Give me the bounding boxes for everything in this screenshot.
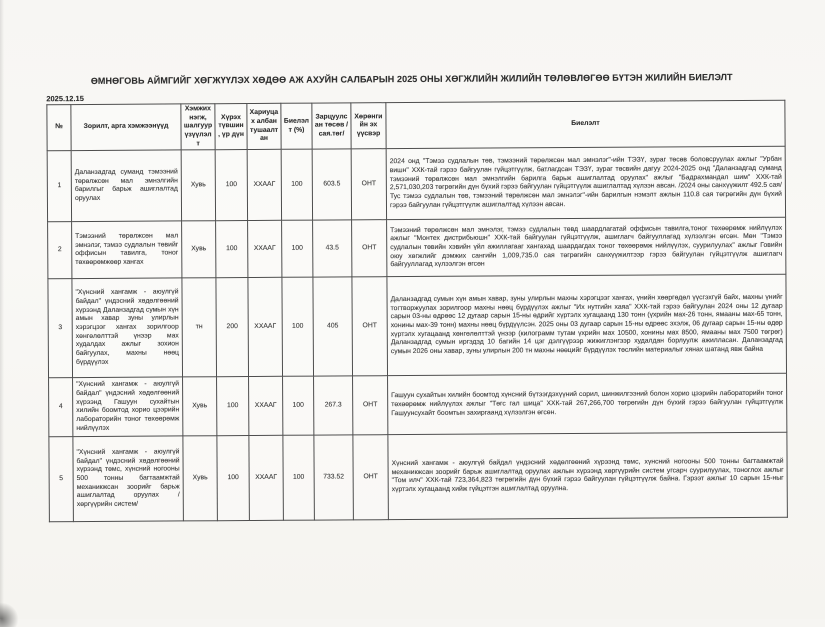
cell-objective: Даланзадгад суманд тэмээний төрөлжсөн мал эмнэлгийн барилгыг барьж ашиглалтад оруулах: [71, 150, 181, 222]
cell-funding: ОНТ: [353, 435, 389, 520]
document-title: ӨМНӨГОВЬ АЙМГИЙГ ХӨГЖҮҮЛЭХ ХӨДӨӨ АЖ АХУЙН САЛБАРЫН 2025 ОНЫ ХӨГЖЛИЙН ЖИЛИЙН ТӨЛӨВЛӨГӨӨ БҮТЭН ЖИЛИЙН БИЕЛЭЛТ: [90, 72, 733, 86]
cell-unit: Хувь: [183, 377, 217, 436]
cell-objective: "Хүнсний хангамж - аюулгүй байдал" үндэсний хөдөлгөөний хүрээнд төмс, хүнсний ногооны 500 тонны багтаамжтай механикжсан зоорийг барьж ашиглалтад оруулах /хөргүүрийн систем/: [73, 436, 184, 522]
col-header-no: №: [47, 105, 71, 152]
cell-no: 5: [49, 437, 74, 522]
cell-no: 2: [48, 222, 72, 279]
cell-target: 100: [215, 150, 247, 221]
col-header-target: Хүрэх түвшин, үр дүн: [215, 104, 247, 151]
table-row: [47, 147, 785, 223]
cell-performance-pct: 100: [281, 150, 312, 221]
cell-budget: 603.5: [312, 149, 351, 220]
cell-target: 100: [216, 221, 248, 278]
cell-objective: "Хүнсний хангамж - аюулгүй байдал" үндэсний хөдөлгөөний хүрээнд Гашуун сухайтын хилийн боомтод хорио цээрийн лабораторийн тоног төхөөрөмж нийлүүлэх: [73, 377, 183, 437]
cell-target: 100: [217, 377, 249, 436]
cell-responsible: ХХААГ: [247, 150, 281, 221]
scan-smudge-artifact: [0, 601, 20, 627]
cell-responsible: ХХААГ: [249, 377, 283, 436]
table-header-row: [47, 100, 785, 151]
table-row: [48, 275, 787, 379]
cell-target: 100: [217, 436, 250, 521]
cell-budget: 405: [313, 277, 353, 376]
cell-responsible: ХХААГ: [249, 436, 284, 521]
col-header-budget: Зарцуулсан төсөв /сая.төг/: [312, 103, 351, 150]
cell-unit: Хувь: [183, 436, 218, 521]
cell-objective: "Хүнсний хангамж - аюулгүй байдал" үндэсний хөдөлгөөний хүрээнд Даланзадгад сумын хүн амын хавар зуны улирлын хэрэгцээг хангах зорилгоор хөнгөлөлттэй үнээр мах худалдах ажлыг зохион байгуулах, махны нөөц бүрдүүлэх: [72, 278, 183, 378]
col-header-performance: Биелэлт (%): [281, 103, 312, 150]
cell-performance-pct: 100: [282, 278, 314, 377]
cell-result: Тэмээний төрөлжсөн мал эмнэлэг, тэмээ судлалын төвд шаардлагатай оффисын тавилга,тоног төхөөрөмж нийлүүлэх ажлыг "Монтех дистрибьюшн" ХХК-тай байгуулан гүйцэтгүүлж, ашиглагч байгууллагад хүлээлгэн өгсөн. Мөн "Тэмээ судлалын төвийн хэвийн үйл ажиллагааг хангахад шаардагдах тоног төхөөрөмж нийлүүлэх, суурилуулах" ажлыг Говийн оюу хөгжлийг дэмжих сангийн 1,009,735.0 сая төгрөгийн санхүүжилтээр гэрээ байгуулан гүйцэтгүүлж ашиглагч байгууллагад хүлээлгэн өгсөн: [387, 218, 786, 277]
col-header-objective: Зорилт, арга хэмжээнүүд: [71, 104, 181, 151]
performance-table: [46, 100, 788, 523]
cell-result: 2024 онд "Тэмээ судлалын төв, тэмээний төрөлжсөн мал эмнэлэг"-ийн ТЭЗҮ, зураг төсөв боловсруулах ажлыг "Урбан вишн" ХХК-тай гэрээ байгуулан гүйцэтгүүлж, батлагдсан ТЭЗҮ, зураг төсвийн дагуу 2024-2025 онд "Даланзадгад суманд тэмээний төрөлжсөн мал эмнэлгийн барилга барьж ашиглалтад оруулах" ажлыг "Бадрахмандал шим" ХХК-тай 2,571,030,203 төгрөгийн дүн бүхий гэрээ байгуулан гүйцэтгүүлж ашиглалтад хүлээн авсан. /2024 оны санхүүжилт 492.5 сая/ Тус тэмээ судлалын төв, тэмээний төрөлжсөн мал эмнэлэг"-ийн барилгын нэмэлт ажлын 110.8 сая төгрөгийн дүн бүхий гэрээ байгуулан гүйцэтгүүлж ашиглалтад хүлээн авсан.: [386, 147, 785, 220]
cell-no: 4: [49, 378, 73, 437]
cell-funding: ОНТ: [352, 277, 388, 376]
table-row: [48, 218, 786, 280]
cell-budget: 43.5: [313, 220, 352, 277]
cell-performance-pct: 100: [283, 377, 314, 436]
col-header-funding: Хөрөнгийн эх үүсвэр: [351, 103, 386, 150]
cell-unit: Хувь: [182, 221, 216, 278]
cell-performance-pct: 100: [282, 221, 313, 278]
cell-result: Даланзадгад сумын хүн амын хавар, зуны улирлын махны хэрэгцээг хангах, үнийн хөөргөдөл үүсгэхгүй байх, махны үнийг тогтворжуулах зорилгоор махны нөөц бүрдүүлэх ажлыг "Их нутгийн хаяа" ХХК-тай гэрээ байгуулан 2024 оны 12 дугаар сарын 03-ны өдрөөс 12 дугаар сарын 15-ны өдрийг хүртэлх хугацаанд 130 тонн (үхрийн мах-26 тонн, ямааны мах-65 тонн, хонины мах-39 тонн) махны нөөц бүрдүүлсэн. 2025 оны 03 дугаар сарын 15-ны өдрөөс эхэлж, 06 дугаар сарын 15-ны өдөр хүртэлх хугацаанд хөнгөлөлттэй үнээр (килограмм тутам үхрийн мах 10500, хонины мах 8500, ямааны мах 7500 төгрөг) Даланзадгад сумын иргэдэд 10 багийн 14 цэг дэлгүүрээр жижиглэнгээр худалдан борлуулж ажилласан. Даланзадгад сумын 2026 оны хавар, зуны улирлын 200 тн махны нөөцийг бүрдүүлэх төслийн материалыг хянах шатанд явж байна: [387, 275, 787, 376]
cell-responsible: ХХААГ: [248, 278, 283, 377]
cell-no: 1: [47, 151, 71, 222]
cell-funding: ОНТ: [353, 376, 388, 435]
col-header-responsible: Хариуцах албан тушаалтан: [247, 103, 281, 150]
col-header-result: Биелэлт: [386, 100, 785, 149]
cell-funding: ОНТ: [352, 220, 387, 277]
document-date: 2025.12.15: [46, 94, 84, 104]
table-row: [49, 433, 788, 523]
cell-result: Гашуун сухайтын хилийн боомтод хүнсний бүтээгдэхүүний сорил, шинжилгээний болон хорио цээрийн лабораторийн тоног төхөөрөмж нийлүүлэх ажлыг "Төгс гал шица" ХХК-тай 267,266,700 төгрөгийн дүн бүхий гэрээ байгуулан гүйцэтгүүлж Гашуунсухайт боомтын захиргаанд хүлээлгэн өгсөн.: [388, 374, 787, 435]
cell-budget: 733.52: [314, 435, 354, 520]
col-header-unit: Хэмжих нэгж, шалгуур үзүүлэлт: [181, 104, 215, 151]
table-row: [49, 374, 787, 438]
cell-no: 3: [48, 279, 73, 378]
cell-target: 200: [216, 278, 249, 377]
cell-result: Хүнсний хангамж - аюулгүй байдал үндэсний хөдөлгөөний хүрээнд төмс, хүнсний ногооны 500 тонны багтаамжтай механикжсан зоорийг барьж ашиглалтад оруулах ажлын хүрээнд хөргүүрийн систем угсарч суурилуулах, тоноглох ажлыг "Том илч" ХХК-тай 723,364,823 төгрөгийн дүн бүхий гэрээ байгуулан гүйцэтгүүлж байна. Гэрээт ажлыг 10 сарын 15-ныг хүртэлх хугацаанд хийж гүйцэтгэн ашиглалтад оруулна.: [388, 433, 788, 520]
cell-budget: 267.3: [314, 376, 353, 435]
cell-objective: Тэмээний төрөлжсөн мал эмнэлэг, тэмээ судлалын төвийг оффисын тавилга, тоног төхөөрөмжөөр хангах: [72, 221, 182, 279]
cell-funding: ОНТ: [351, 149, 386, 220]
cell-performance-pct: 100: [283, 436, 315, 521]
cell-responsible: ХХААГ: [248, 221, 282, 278]
cell-unit: тн: [182, 278, 217, 377]
cell-unit: Хувь: [181, 150, 215, 221]
